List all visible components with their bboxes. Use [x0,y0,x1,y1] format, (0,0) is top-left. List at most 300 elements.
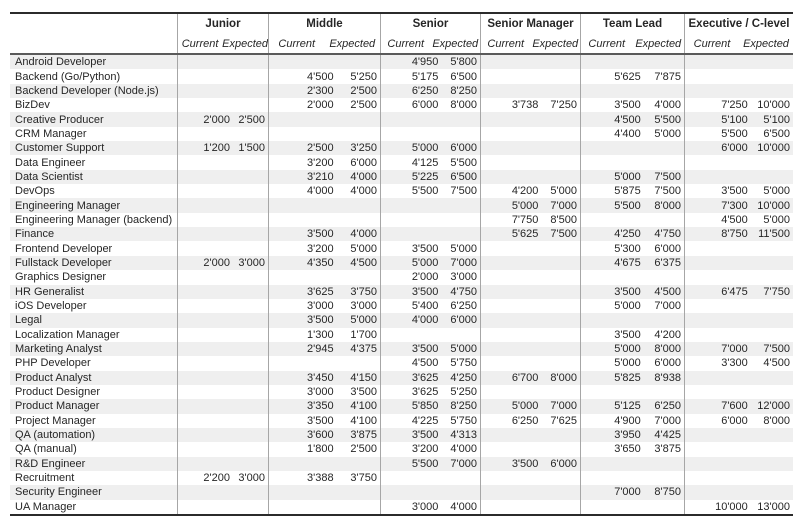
salary-cell-current [685,241,750,255]
salary-cell-current: 5'000 [411,256,439,269]
salary-group-cells [684,112,793,126]
column-group [684,14,793,34]
salary-cell-current [178,98,232,112]
role-cell: Android Developer [15,56,107,69]
salary-group-cells [177,500,268,514]
salary-cell-current: 2'500 [307,142,334,155]
salary-group-cells [580,213,684,227]
salary-group-cells [268,485,380,499]
salary-group-cells [380,442,480,456]
salary-group-cells [480,141,580,155]
salary-cell-expected [540,69,580,83]
salary-cell-expected: 3'250 [350,142,377,155]
salary-cell-current [581,385,643,399]
salary-cell-expected [440,471,480,485]
salary-cell-expected [232,170,268,184]
salary-group-cells [480,414,580,428]
table-row [10,414,793,428]
salary-cell-current [178,371,232,385]
salary-cell-current [481,84,540,98]
salary-cell-current: 3'500 [307,314,334,327]
salary-cell-current: 4'500 [721,213,748,226]
salary-group-cells [268,371,380,385]
salary-group-cells [580,457,684,471]
role-cell: HR Generalist [15,285,85,298]
salary-cell-expected [232,414,268,428]
table-row [10,328,793,342]
role-cell: Security Engineer [15,486,102,499]
salary-group-cells [684,414,793,428]
salary-cell-expected [232,485,268,499]
salary-cell-expected: 8'000 [654,343,681,356]
salary-cell-expected: 2'500 [238,113,265,126]
salary-cell-current [178,155,232,169]
salary-cell-current [481,69,540,83]
salary-group-cells [580,328,684,342]
table-row [10,69,793,83]
salary-cell-expected: 4'200 [654,328,681,341]
subheader-expected: Expected [532,38,579,50]
salary-cell-current [178,342,232,356]
salary-cell-current: 3'200 [307,242,334,255]
salary-cell-current [381,471,440,485]
role-cell: Graphics Designer [15,271,107,284]
salary-cell-current: 4'500 [307,70,334,83]
role-cell: Fullstack Developer [15,256,112,269]
table-row [10,198,793,212]
salary-cell-current: 3'500 [614,328,641,341]
salary-group-cells [268,471,380,485]
salary-cell-expected [750,328,793,342]
salary-cell-current [581,270,643,284]
salary-cell-current: 5'000 [614,300,641,313]
salary-cell-current: 3'388 [307,472,334,485]
salary-cell-expected: 8'250 [450,400,477,413]
column-group [268,14,380,34]
salary-cell-expected: 13'000 [757,500,790,513]
salary-cell-expected [540,356,580,370]
salary-cell-current [481,141,540,155]
salary-cell-expected: 6'250 [450,300,477,313]
salary-cell-expected [750,371,793,385]
salary-group-cells [684,371,793,385]
salary-group-cells [580,500,684,514]
salary-cell-expected [750,256,793,270]
salary-group-cells [684,84,793,98]
salary-cell-expected: 3'000 [350,300,377,313]
salary-cell-current [481,313,540,327]
subheader-current: Current [387,38,425,50]
salary-cell-current [685,457,750,471]
salary-group-cells [580,313,684,327]
salary-cell-expected [232,98,268,112]
salary-cell-current: 4'000 [411,314,439,327]
salary-group-cells [684,227,793,241]
salary-cell-current [581,500,643,514]
salary-cell-expected: 6'500 [450,170,477,183]
salary-cell-current [178,442,232,456]
salary-cell-current [581,313,643,327]
salary-cell-expected [232,127,268,141]
salary-cell-expected [232,227,268,241]
salary-table [10,12,793,516]
salary-group-cells [380,371,480,385]
salary-cell-expected: 3'000 [238,472,265,485]
salary-group-cells [684,428,793,442]
salary-cell-expected: 3'500 [350,386,377,399]
salary-cell-current: 3'500 [511,457,539,470]
salary-cell-expected: 8'000 [550,371,577,384]
salary-cell-expected: 7'000 [450,457,477,470]
table-row [10,299,793,313]
table-row [10,385,793,399]
salary-group-cells [380,227,480,241]
salary-group-cells [268,112,380,126]
salary-group-cells [580,55,684,69]
salary-cell-current: 2'000 [203,256,230,269]
salary-cell-current [481,55,540,69]
salary-cell-current [685,69,750,83]
salary-cell-current: 3'950 [614,429,641,442]
column-group-label: Team Lead [602,18,663,30]
salary-group-cells [177,141,268,155]
subheader-current: Current [278,38,316,50]
salary-group-cells [580,69,684,83]
salary-group-cells [684,457,793,471]
salary-cell-current: 3'450 [307,371,334,384]
salary-cell-expected: 6'250 [654,400,681,413]
table-row [10,285,793,299]
salary-cell-expected [750,84,793,98]
salary-cell-current: 4'900 [614,414,641,427]
table-body [10,55,793,514]
salary-cell-expected [232,428,268,442]
salary-cell-current [581,213,643,227]
salary-cell-current: 3'000 [307,300,334,313]
table-row [10,256,793,270]
salary-cell-expected [643,313,684,327]
salary-cell-expected [643,84,684,98]
table-row [10,442,793,456]
salary-group-cells [580,184,684,198]
role-cell: QA (manual) [15,443,77,456]
salary-group-cells [580,198,684,212]
salary-group-cells [480,385,580,399]
salary-group-cells [480,356,580,370]
salary-cell-current: 5'400 [411,300,439,313]
role-cell: BizDev [15,99,50,112]
salary-group-cells [580,84,684,98]
salary-group-cells [177,112,268,126]
salary-cell-expected [750,313,793,327]
salary-cell-expected: 7'500 [763,343,790,356]
salary-group-cells [480,55,580,69]
subheader-current: Current [487,38,525,50]
salary-cell-expected [540,256,580,270]
salary-cell-current [178,385,232,399]
salary-cell-expected: 4'500 [350,256,377,269]
salary-group-cells [684,69,793,83]
salary-cell-expected [232,457,268,471]
table-row [10,227,793,241]
salary-group-cells [177,313,268,327]
role-cell: Product Designer [15,386,100,399]
salary-group-cells [580,485,684,499]
salary-group-cells [480,227,580,241]
salary-group-cells [684,256,793,270]
salary-group-cells [177,170,268,184]
salary-cell-expected: 5'800 [450,56,477,69]
salary-group-cells [380,84,480,98]
salary-cell-expected [750,270,793,284]
column-group-label: Senior Manager [487,18,574,30]
salary-cell-expected [643,471,684,485]
salary-cell-expected: 1'700 [350,328,377,341]
salary-cell-current [685,55,750,69]
salary-group-cells [380,500,480,514]
table-row [10,184,793,198]
salary-cell-current: 6'700 [511,371,539,384]
salary-group-cells [380,170,480,184]
salary-cell-expected: 5'250 [350,70,377,83]
salary-group-cells [580,155,684,169]
salary-group-cells [684,328,793,342]
salary-group-cells [268,285,380,299]
salary-cell-current: 4'250 [614,228,641,241]
salary-cell-expected [232,55,268,69]
salary-group-cells [268,127,380,141]
salary-cell-expected: 7'500 [654,170,681,183]
salary-group-cells [177,371,268,385]
salary-cell-current: 4'200 [511,185,539,198]
salary-cell-current: 5'000 [614,343,641,356]
salary-cell-current [178,399,232,413]
salary-group-cells [380,356,480,370]
salary-cell-expected [232,198,268,212]
salary-group-cells [684,285,793,299]
salary-cell-expected: 7'625 [550,414,577,427]
salary-cell-current [481,256,540,270]
salary-cell-expected: 5'100 [763,113,790,126]
role-cell: Marketing Analyst [15,343,102,356]
salary-group-cells [177,471,268,485]
salary-group-cells [380,328,480,342]
salary-group-cells [177,198,268,212]
salary-group-cells [480,342,580,356]
salary-group-cells [268,69,380,83]
salary-group-cells [380,127,480,141]
salary-cell-current: 3'300 [721,357,748,370]
table-row [10,155,793,169]
salary-group-cells [380,270,480,284]
salary-cell-expected [440,127,480,141]
salary-cell-current [178,198,232,212]
salary-group-cells [480,213,580,227]
salary-cell-expected: 4'000 [350,228,377,241]
salary-cell-current: 4'675 [614,256,641,269]
salary-cell-expected: 2'500 [350,99,377,112]
role-cell: Legal [15,314,42,327]
role-cell: Recruitment [15,472,75,485]
salary-cell-current: 7'000 [721,343,748,356]
salary-group-cells [380,141,480,155]
salary-cell-current: 8'750 [721,228,748,241]
salary-cell-current [178,428,232,442]
salary-group-cells [177,55,268,69]
salary-group-cells [380,299,480,313]
salary-group-cells [177,356,268,370]
salary-cell-expected [750,55,793,69]
salary-cell-current: 3'500 [411,285,439,298]
salary-cell-current [269,112,336,126]
salary-group-cells [268,442,380,456]
salary-cell-current [178,270,232,284]
salary-cell-expected: 4'250 [450,371,477,384]
column-group-label: Senior [412,18,449,30]
salary-cell-current: 5'500 [411,457,439,470]
table-row [10,371,793,385]
salary-cell-expected: 4'000 [450,443,477,456]
salary-group-cells [480,371,580,385]
role-column-header-spacer [10,14,177,34]
salary-group-cells [480,442,580,456]
salary-group-cells [480,69,580,83]
salary-group-cells [684,342,793,356]
salary-cell-current: 5'625 [511,228,539,241]
salary-group-cells [177,299,268,313]
salary-group-cells [177,414,268,428]
salary-cell-expected: 6'000 [654,357,681,370]
salary-group-cells [268,141,380,155]
salary-group-cells [480,328,580,342]
salary-cell-current [381,127,440,141]
salary-cell-expected [336,55,380,69]
salary-cell-expected: 5'500 [654,113,681,126]
salary-cell-expected: 5'000 [350,314,377,327]
salary-group-cells [268,428,380,442]
role-cell: Finance [15,228,55,241]
salary-cell-expected [540,285,580,299]
salary-group-cells [580,442,684,456]
salary-cell-expected [336,356,380,370]
salary-group-cells [268,270,380,284]
salary-cell-current [481,241,540,255]
salary-group-cells [684,184,793,198]
salary-cell-expected: 7'000 [450,256,477,269]
salary-group-cells [684,198,793,212]
salary-group-cells [480,299,580,313]
salary-group-cells [684,485,793,499]
salary-cell-expected [750,69,793,83]
salary-cell-expected [750,385,793,399]
salary-cell-current: 6'250 [411,84,439,97]
salary-cell-expected: 8'000 [450,99,477,112]
salary-cell-expected [750,170,793,184]
salary-group-cells [684,313,793,327]
salary-group-cells [268,500,380,514]
table-row [10,356,793,370]
salary-cell-current [178,414,232,428]
salary-group-cells [380,485,480,499]
salary-cell-expected [643,141,684,155]
table-row [10,98,793,112]
salary-cell-expected [232,356,268,370]
salary-cell-current: 7'300 [721,199,748,212]
salary-cell-current [685,371,750,385]
salary-cell-current: 6'250 [511,414,539,427]
salary-cell-current: 4'125 [411,156,439,169]
salary-cell-current [269,55,336,69]
salary-group-cells [480,457,580,471]
salary-cell-expected: 7'000 [550,199,577,212]
salary-cell-current [381,198,440,212]
salary-cell-current: 2'200 [203,472,230,485]
salary-group-cells [580,356,684,370]
salary-cell-current [178,313,232,327]
salary-cell-expected: 5'750 [450,357,477,370]
role-cell: CRM Manager [15,127,87,140]
salary-cell-expected [336,270,380,284]
salary-cell-expected [232,328,268,342]
salary-cell-expected: 7'875 [654,70,681,83]
salary-cell-current [685,471,750,485]
salary-group-cells [268,184,380,198]
salary-cell-current: 3'625 [307,285,334,298]
salary-group-cells [268,328,380,342]
role-column-header-spacer [10,34,177,53]
salary-group-cells [580,371,684,385]
salary-cell-expected: 7'000 [654,300,681,313]
salary-group-cells [580,270,684,284]
salary-cell-expected [750,155,793,169]
salary-cell-expected [336,198,380,212]
salary-cell-expected: 8'938 [654,371,681,384]
salary-group-cells [177,127,268,141]
table-row [10,213,793,227]
salary-group-cells [684,170,793,184]
table-row [10,485,793,499]
salary-cell-expected [540,155,580,169]
salary-group-cells [684,442,793,456]
salary-cell-expected [336,112,380,126]
salary-cell-current [481,442,540,456]
salary-group-cells [684,141,793,155]
table-row [10,428,793,442]
salary-cell-expected: 1'500 [238,142,265,155]
salary-group-cells [684,241,793,255]
salary-group-cells [268,55,380,69]
salary-cell-current: 10'000 [715,500,748,513]
table-row [10,112,793,126]
salary-cell-current [178,184,232,198]
salary-cell-expected [750,485,793,499]
salary-cell-current [685,256,750,270]
salary-group-cells [380,471,480,485]
salary-cell-expected: 4'000 [350,170,377,183]
salary-cell-expected: 8'000 [763,414,790,427]
salary-cell-expected: 3'750 [350,285,377,298]
role-cell: Engineering Manager (backend) [15,213,173,226]
salary-cell-expected: 10'000 [757,199,790,212]
salary-group-cells [580,471,684,485]
salary-cell-expected [540,428,580,442]
salary-group-cells [684,213,793,227]
salary-cell-current [685,299,750,313]
salary-group-cells [684,270,793,284]
salary-cell-expected: 5'000 [763,213,790,226]
salary-group-cells [580,127,684,141]
salary-cell-current [269,457,336,471]
